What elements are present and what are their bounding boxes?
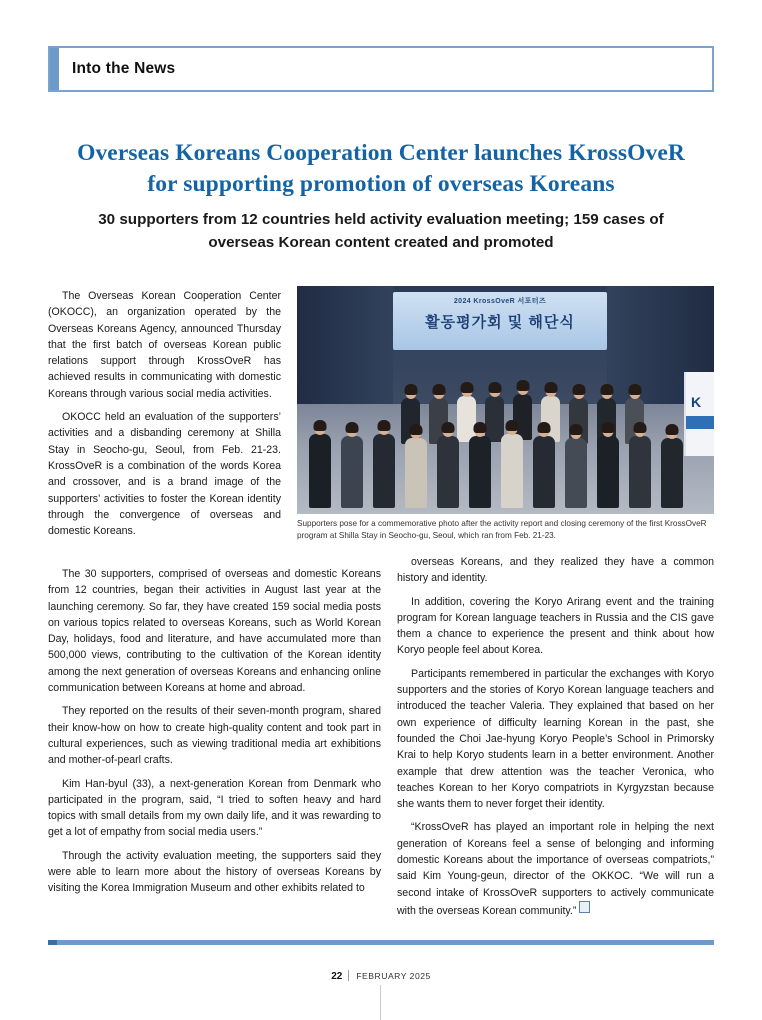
headline-line-2: for supporting promotion of overseas Koreans xyxy=(147,171,615,197)
body-column-left-lower xyxy=(48,566,381,897)
person-hair xyxy=(602,422,615,433)
photo-person xyxy=(565,438,587,508)
photo-person xyxy=(405,438,427,508)
person-hair xyxy=(432,384,445,395)
footer-divider xyxy=(348,970,349,981)
person-hair xyxy=(378,420,391,431)
photo-person xyxy=(501,434,523,508)
person-hair xyxy=(570,424,583,435)
paragraph: They reported on the results of their seven-month program, shared their know-how on how to create high-quality content and took part in cultural experiences, such as viewing traditional media art exhibitions and mother-of-pearl crafts. xyxy=(48,705,381,767)
photo-person xyxy=(373,434,395,508)
person-hair xyxy=(516,380,529,391)
person-hair xyxy=(666,424,679,435)
photo-person xyxy=(469,436,491,508)
photo-stage-screen xyxy=(393,292,607,350)
person-hair xyxy=(506,420,519,431)
body-column-right xyxy=(397,554,714,919)
person-hair xyxy=(460,382,473,393)
paragraph: overseas Koreans, and they realized they have a common history and identity. xyxy=(397,556,714,585)
paragraph: The 30 supporters, comprised of overseas and domestic Koreans from 12 countries, began their activities in August last year at the launching ceremony. So far, they have created 159 social media posts on various topics related to overseas Koreans, such as World Korean Day, holidays, food and literature, and have accumulated more than 500,000 views, contributing to the cultivation of the Korean identity among the next generation of overseas Koreans and enhancing online communication between Koreans at home and abroad. xyxy=(48,568,381,695)
person-hair xyxy=(538,422,551,433)
person-hair xyxy=(634,422,647,433)
article-end-mark xyxy=(579,901,590,913)
photo-person xyxy=(597,436,619,508)
photo-screen-main-text: 활동평가회 및 해단식 xyxy=(425,314,575,331)
person-hair xyxy=(474,422,487,433)
paragraph: OKOCC held an evaluation of the supporters’ activities and a disbanding ceremony at Shilla Stay in Seocho-gu, Seoul, from Feb. 21-23. KrossOveR is a combination of the words Korea and crossover, and is a brand image of the supporters’ activities to foster the Korean identity through the convergence of overseas and domestic Koreans. xyxy=(48,411,281,538)
article-subheadline xyxy=(58,208,704,254)
paragraph: Participants remembered in particular the exchanges with Koryo supporters and the stories of Koryo Korean language teachers and introduced the teacher Valeria. They explained that based on her own experience of difficulty learning Korean in the past, she founded the Choi Jae-hyung Koryo People’s School in Primorsky Krai to help Koryo students learn in a better environment. Another example that drew attention was the teacher Veronica, who teaches Korean to her Koryo compatriots in Kyrgyzstan because she wants them to never forget their identity. xyxy=(397,667,714,811)
photo-person xyxy=(457,396,476,442)
page-number: 22 xyxy=(331,971,343,982)
subheadline-line-2: overseas Korean content created and promoted xyxy=(208,234,554,251)
person-hair xyxy=(346,422,359,433)
photo-person xyxy=(437,436,459,508)
photo-screen-top-text: 2024 KrossOveR 서포터즈 xyxy=(453,298,547,305)
photo-caption: Supporters pose for a commemorative photo after the activity report and closing ceremony of the first KrossOveR program at Shilla Stay in Seocho-gu, Seoul, which ran from Feb. 21-23. xyxy=(297,519,707,540)
person-hair xyxy=(628,384,641,395)
person-hair xyxy=(404,384,417,395)
footer-rule xyxy=(48,940,714,945)
photo-curtain-left xyxy=(297,286,393,406)
section-header-band xyxy=(48,46,714,92)
photo-person xyxy=(309,434,331,508)
paragraph-final xyxy=(397,819,714,919)
subheadline-line-1: 30 supporters from 12 countries held activity evaluation meeting; 159 cases of xyxy=(98,211,664,228)
group-photo-illustration xyxy=(297,286,714,514)
photo-person xyxy=(533,436,555,508)
person-hair xyxy=(488,382,501,393)
photo-side-banner xyxy=(684,372,714,456)
photo-person xyxy=(341,436,363,508)
photo-person xyxy=(661,438,683,508)
section-header-accent-bar xyxy=(50,48,59,90)
paragraph: Kim Han-byul (33), a next-generation Korean from Denmark who participated in the program, said, “I tried to soften heavy and hard topics with small details from my own daily life, and it was rewarding to get a lot of empathy from social media users.” xyxy=(48,777,381,839)
body-column-left-top xyxy=(48,288,281,539)
person-hair xyxy=(442,422,455,433)
headline-line-1: Overseas Koreans Cooperation Center launches KrossOveR xyxy=(77,140,685,166)
person-hair xyxy=(600,384,613,395)
photo-banner-bar xyxy=(686,416,714,429)
issue-label: FEBRUARY 2025 xyxy=(356,971,431,981)
person-hair xyxy=(572,384,585,395)
footer-rule-accent xyxy=(48,940,57,945)
page-spine-line xyxy=(380,985,381,1020)
paragraph-final-text: “KrossOveR has played an important role in helping the next generation of Koreans feel a sense of belonging and informing domestic Koreans about the importance of overseas compatriots,” said Kim Young-geun, director of the OKKOC. “We will run a second intake of KrossOveR supporters to actively communicate with the overseas Korean community.” xyxy=(397,821,714,917)
person-hair xyxy=(544,382,557,393)
article-headline xyxy=(48,138,714,200)
photo-person xyxy=(485,396,504,442)
paragraph: The Overseas Korean Cooperation Center (OKOCC), an organization operated by the Overseas Koreans Agency, announced Thursday that the first batch of overseas Korean public relations support through KrossOveR has achieved results in communicating with domestic Koreans through various social media activities. xyxy=(48,290,281,400)
article-photo xyxy=(297,286,714,514)
page-footer xyxy=(48,970,714,982)
paragraph: Through the activity evaluation meeting, the supporters said they were able to learn more about the history of overseas Koreans by visiting the Korea Immigration Museum and other exhibits related to xyxy=(48,849,381,895)
person-hair xyxy=(410,424,423,435)
paragraph: In addition, covering the Koryo Arirang event and the training program for Korean language teachers in Russia and the CIS gave them a chance to experience the present and think about how Koryo people feel about Korea. xyxy=(397,595,714,657)
photo-banner-letter: K xyxy=(691,394,702,410)
photo-person xyxy=(629,436,651,508)
section-header-title: Into the News xyxy=(72,60,176,77)
person-hair xyxy=(314,420,327,431)
